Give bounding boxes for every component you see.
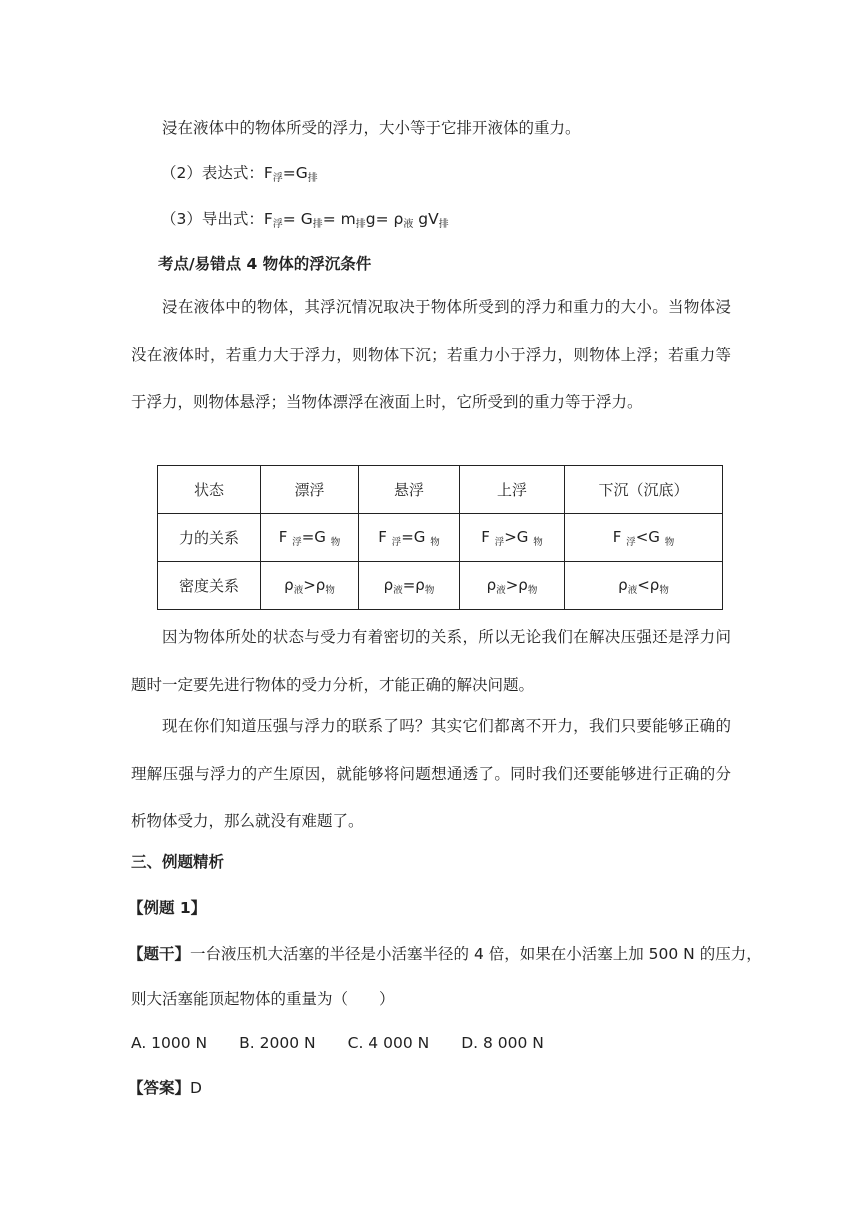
operator: = [402,575,416,594]
symbol-f: F [278,527,288,546]
option-d: D. 8 000 N [461,1034,544,1052]
subscript: 液 [293,584,304,596]
formula-sub: 排 [307,173,318,184]
answer-label: 【答案】 [128,1079,191,1097]
subscript: 浮 [626,536,636,548]
example-options [131,1033,731,1053]
symbol-rho: ρ [649,575,660,594]
table-row-force [158,514,723,562]
floating-conditions-table [157,465,723,610]
option-c: C. 4 000 N [347,1034,430,1052]
formula-f: F [263,164,273,182]
section4-heading: 考点/易错点 4 物体的浮沉条件 [158,255,372,273]
symbol-rho: ρ [518,575,528,594]
operator: > [505,575,519,594]
symbol-rho: ρ [618,575,628,594]
formula-part: gV [413,210,439,228]
table-cell: 悬浮 [359,466,460,514]
symbol-f: F [612,527,622,546]
answer-line [128,1078,728,1098]
table-cell: 力的关系 [158,514,261,562]
example-stem-line2: 则大活塞能顶起物体的重量为（ ） [131,990,395,1008]
subscript: 物 [527,584,538,596]
example-stem-line1 [128,944,762,964]
derived-formula-line [161,209,761,235]
operator: < [637,575,650,594]
option-a: A. 1000 N [131,1034,208,1052]
principle-definition: 浸在液体中的物体所受的浮力，大小等于它排开液体的重力。 [162,119,581,137]
subscript: 浮 [494,536,505,548]
option-b: B. 2000 N [239,1034,316,1052]
formula-sub: 浮 [272,173,283,184]
symbol-rho: ρ [315,575,326,594]
operator: =G [301,527,326,546]
density-cell [460,562,565,610]
formula-part: g= ρ [365,210,404,228]
subscript: 物 [430,536,440,548]
table-header-row [158,466,723,514]
section3-heading: 三、例题精析 [131,853,225,871]
force-cell [359,514,460,562]
subscript: 液 [496,584,506,596]
answer-value: D [190,1079,202,1097]
symbol-f: F [378,527,387,546]
density-cell [565,562,723,610]
subscript: 物 [659,584,669,596]
subscript: 浮 [391,536,402,548]
formula-sub: 浮 [272,219,283,230]
subscript: 物 [533,536,543,548]
expression-label: （2）表达式： [161,164,264,182]
table-row-density [158,562,723,610]
paragraph-after-table: 因为物体所处的状态与受力有着密切的关系，所以无论我们在解决压强还是浮力问题时一定要先进行物体的受力分析，才能正确的解决问题。 [131,628,731,694]
subscript: 液 [393,584,403,596]
formula-sub: 排 [355,219,366,230]
density-cell [359,562,460,610]
operator: > [303,575,316,594]
section4-paragraph: 浸在液体中的物体，其浮沉情况取决于物体所受到的浮力和重力的大小。当物体浸没在液体时，若重力大于浮力，则物体下沉；若重力小于浮力，则物体上浮；若重力等于浮力，则物体悬浮；当物体漂浮在液面上时，它所受到的重力等于浮力。 [131,298,731,411]
operator: =G [401,527,426,546]
force-cell [261,514,359,562]
paragraph-link: 现在你们知道压强与浮力的联系了吗？其实它们都离不开力，我们只要能够正确的理解压强与浮力的产生原因，就能够将问题想通透了。同时我们还要能够进行正确的分析物体受力，那么就没有难题了。 [131,717,731,830]
expression-line [161,163,761,189]
formula-sub: 排 [312,219,323,230]
symbol-rho: ρ [415,575,425,594]
formula-sub: 液 [403,219,414,230]
formula-f: F [263,210,273,228]
derived-label: （3）导出式： [161,210,264,228]
operator: >G [504,527,529,546]
force-cell [565,514,723,562]
formula-sub: 排 [438,219,449,230]
subscript: 物 [424,584,435,596]
table-cell: 漂浮 [261,466,359,514]
symbol-rho: ρ [486,575,497,594]
table-cell: 下沉（沉底） [565,466,723,514]
stem-text: 一台液压机大活塞的半径是小活塞半径的 4 倍，如果在小活塞上加 500 N 的压力， [190,945,762,963]
subscript: 浮 [292,536,302,548]
subscript: 物 [330,536,341,548]
subscript: 物 [325,584,335,596]
table-cell: 状态 [158,466,261,514]
example-title: 【例题 1】 [128,899,207,917]
symbol-rho: ρ [284,575,294,594]
table-cell: 密度关系 [158,562,261,610]
formula-part: = G [282,210,313,228]
table-cell: 上浮 [460,466,565,514]
formula-part: =G [282,164,308,182]
force-cell [460,514,565,562]
symbol-rho: ρ [383,575,394,594]
subscript: 液 [627,584,638,596]
operator: <G [635,527,660,546]
symbol-f: F [481,527,490,546]
subscript: 物 [664,536,675,548]
stem-label: 【题干】 [128,945,191,963]
density-cell [261,562,359,610]
formula-part: = m [322,210,356,228]
